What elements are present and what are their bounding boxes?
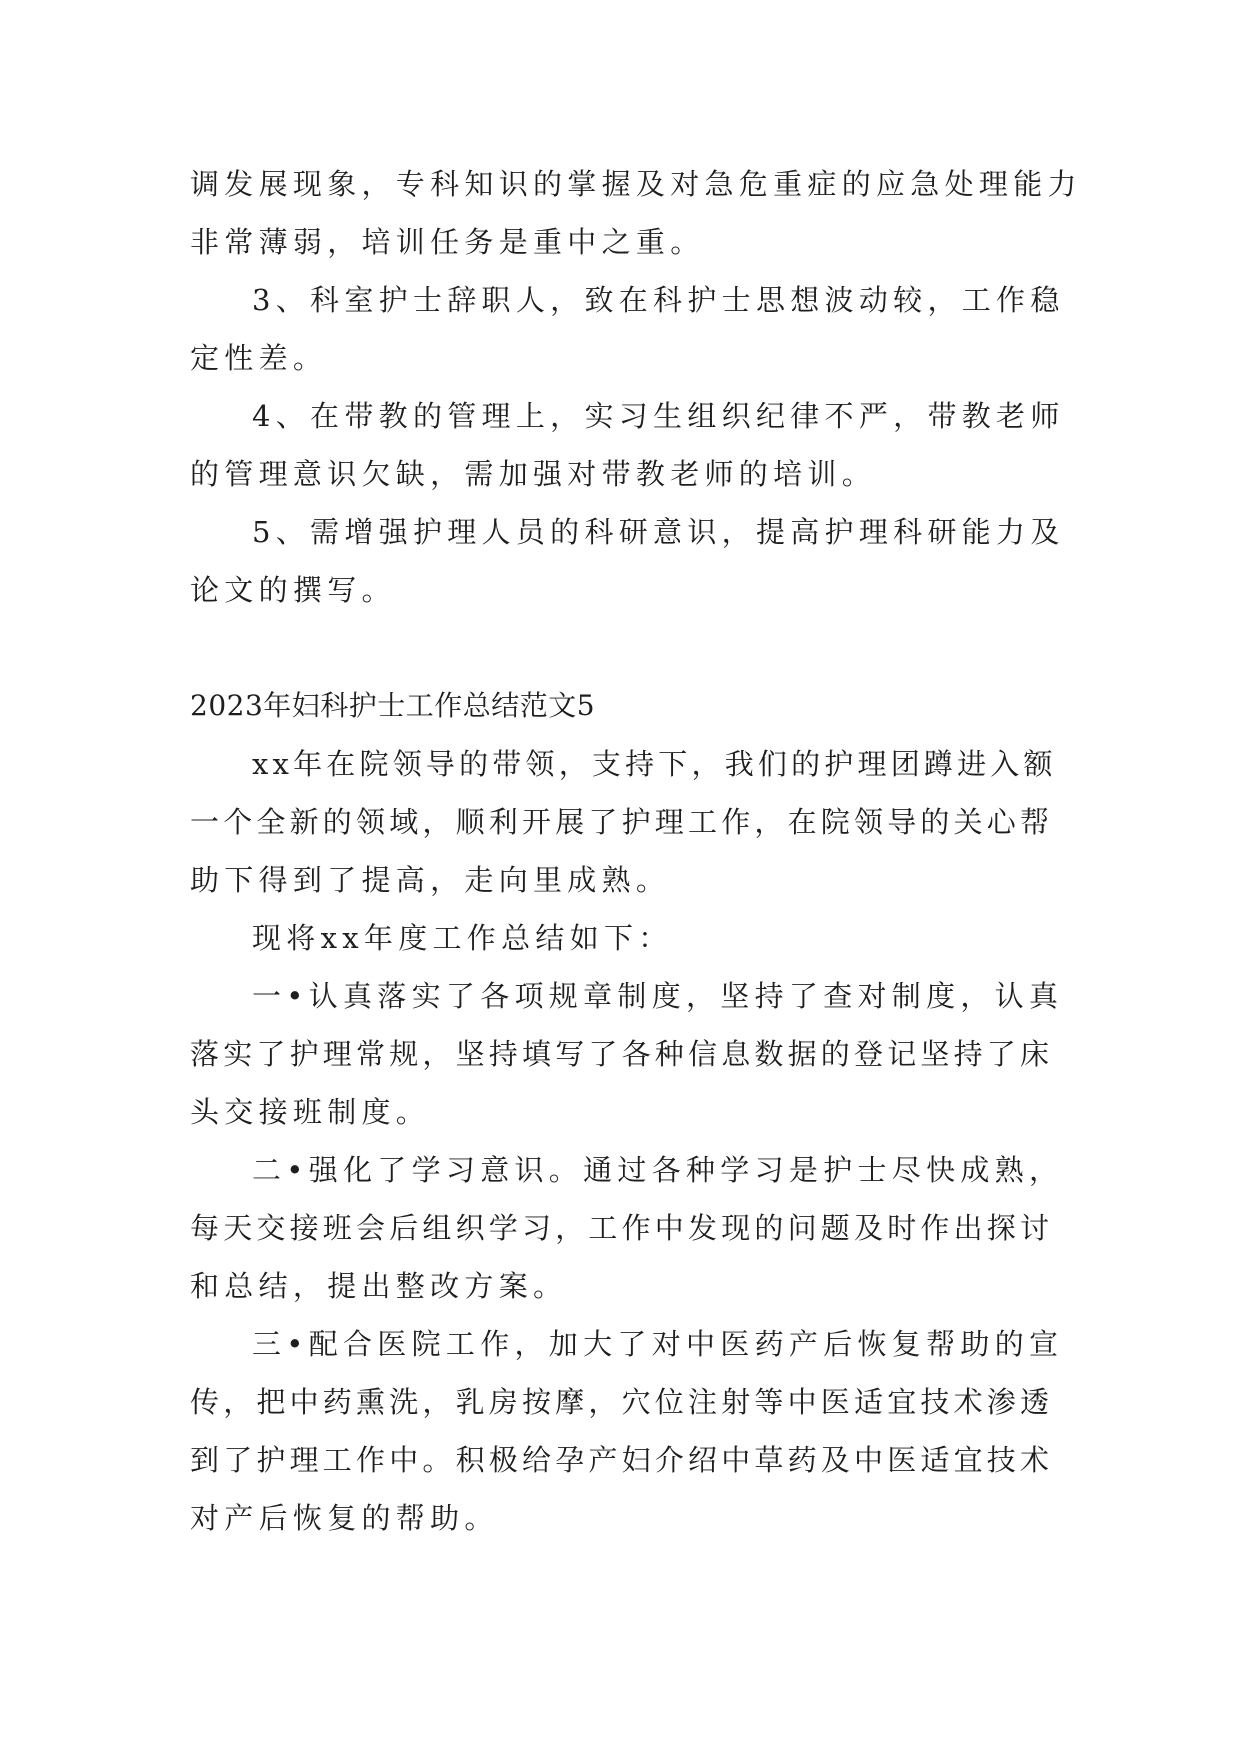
paragraph-line: 和总结，提出整改方案。: [190, 1269, 568, 1303]
paragraph-line: 3、科室护士辞职人，致在科护士思想波动较，工作稳: [252, 283, 1065, 317]
paragraph-line: 每天交接班会后组织学习，工作中发现的问题及时作出探讨: [190, 1211, 1054, 1245]
paragraph-line: 的管理意识欠缺，需加强对带教老师的培训。: [190, 457, 877, 491]
paragraph-line: 5、需增强护理人员的科研意识，提高护理科研能力及: [252, 515, 1065, 549]
paragraph-line: 论文的撰写。: [190, 573, 396, 607]
paragraph-line: 一•认真落实了各项规章制度，坚持了查对制度，认真: [252, 979, 1064, 1013]
paragraph-line: 现将xx年度工作总结如下：: [252, 921, 673, 955]
paragraph-line: 三•配合医院工作，加大了对中医药产后恢复帮助的宣: [252, 1327, 1064, 1361]
paragraph-line: 到了护理工作中。积极给孕产妇介绍中草药及中医适宜技术: [190, 1443, 1054, 1477]
section-title: 2023年妇科护士工作总结范文5: [190, 689, 596, 722]
paragraph-line: 定性差。: [190, 341, 328, 375]
paragraph-line: 非常薄弱，培训任务是重中之重。: [190, 225, 705, 259]
paragraph-line: xx年在院领导的带领，支持下，我们的护理团蹲进入额: [252, 747, 1057, 781]
paragraph-line: 一个全新的领域，顺利开展了护理工作，在院领导的关心帮: [190, 805, 1054, 839]
paragraph-line: 对产后恢复的帮助。: [190, 1501, 499, 1535]
paragraph-line: 调发展现象，专科知识的掌握及对急危重症的应急处理能力: [190, 167, 1082, 201]
paragraph-line: 4、在带教的管理上，实习生组织纪律不严，带教老师: [252, 399, 1065, 433]
paragraph-line: 助下得到了提高，走向里成熟。: [190, 863, 671, 897]
paragraph-line: 传，把中药熏洗，乳房按摩，穴位注射等中医适宜技术渗透: [190, 1385, 1054, 1419]
paragraph-line: 头交接班制度。: [190, 1095, 431, 1129]
paragraph-line: 落实了护理常规，坚持填写了各种信息数据的登记坚持了床: [190, 1037, 1054, 1071]
paragraph-line: 二•强化了学习意识。通过各种学习是护士尽快成熟，: [252, 1153, 1064, 1187]
